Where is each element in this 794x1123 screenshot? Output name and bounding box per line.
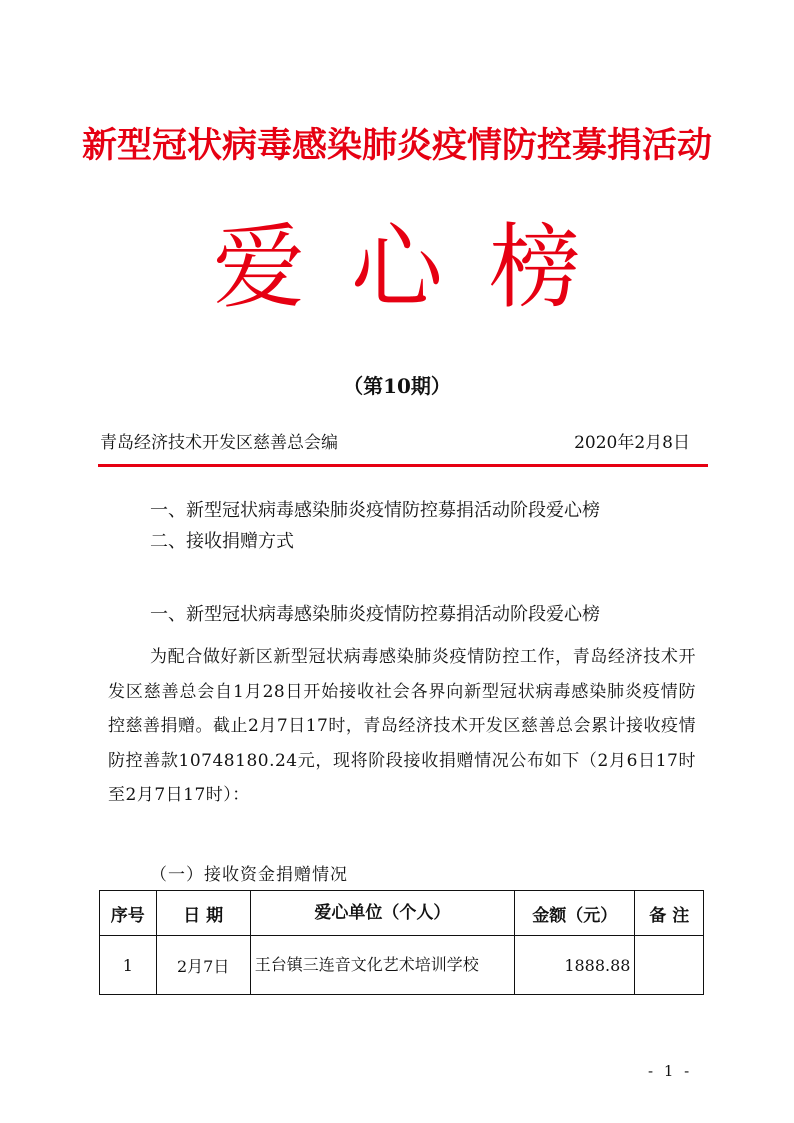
donation-table bbox=[99, 890, 704, 995]
publisher: 青岛经济技术开发区慈善总会编 bbox=[100, 433, 338, 453]
header-index: 序号 bbox=[100, 891, 157, 936]
cell-donor: 王台镇三连音文化艺术培训学校 bbox=[250, 936, 514, 995]
cell-note bbox=[635, 936, 704, 995]
cell-amount: 1888.88 bbox=[515, 936, 635, 995]
toc-item-2: 二、接收捐赠方式 bbox=[150, 531, 294, 552]
cell-index: 1 bbox=[100, 936, 157, 995]
document-title: 爱心榜 bbox=[212, 214, 627, 321]
cell-date: 2月7日 bbox=[156, 936, 250, 995]
page-number: - 1 - bbox=[648, 1062, 693, 1080]
header-amount: 金额（元） bbox=[515, 891, 635, 936]
red-divider bbox=[98, 464, 708, 467]
publish-date: 2020年2月8日 bbox=[574, 433, 690, 453]
body-paragraph: 为配合做好新区新型冠状病毒感染肺炎疫情防控工作，青岛经济技术开发区慈善总会自1月28日开始接收社会各界向新型冠状病毒感染肺炎疫情防控慈善捐赠。截止2月7日17时，青岛经济技术开发区慈善总会累计接收疫情防控善款10748180.24元，现将阶段接收捐赠情况公布如下（2月6日17时至2月7日17时）： bbox=[108, 647, 696, 805]
document-headline: 新型冠状病毒感染肺炎疫情防控募捐活动 bbox=[81, 125, 712, 166]
publisher-row bbox=[100, 428, 690, 453]
table-row bbox=[100, 936, 704, 995]
table-header-row bbox=[100, 891, 704, 936]
subsection-heading: （一）接收资金捐赠情况 bbox=[150, 865, 348, 885]
header-note: 备 注 bbox=[635, 891, 704, 936]
header-donor: 爱心单位（个人） bbox=[250, 891, 514, 936]
header-date: 日 期 bbox=[156, 891, 250, 936]
toc-item-1: 一、新型冠状病毒感染肺炎疫情防控募捐活动阶段爱心榜 bbox=[150, 500, 600, 521]
issue-number: （第10期） bbox=[343, 374, 451, 398]
section-heading: 一、新型冠状病毒感染肺炎疫情防控募捐活动阶段爱心榜 bbox=[150, 604, 600, 625]
